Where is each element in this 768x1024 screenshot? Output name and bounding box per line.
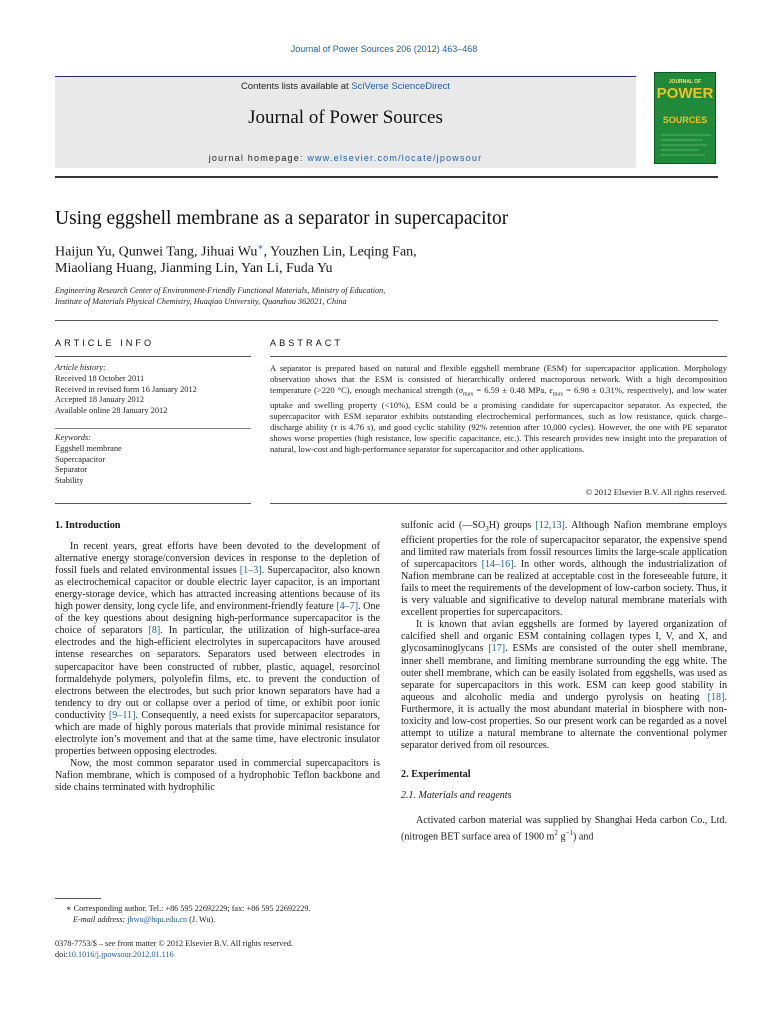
- divider: [270, 356, 727, 357]
- paragraph: [401, 619, 727, 752]
- cover-text: POWER: [656, 85, 714, 102]
- footnote: [55, 904, 385, 925]
- keywords-label: Keywords:: [55, 433, 91, 442]
- abstract-part: = 6.98 ± 0.31%, respectively), and low water uptake and swelling property (<10%), ESM could be a promising candidate for supercapacitor separator. As expected, the supercapacitor with ESM separator exhibits outstanding electrochemical performances, such as low resistance, quick charge–discharge ability (τ is 4.76 s), and good cyclic stability (92% retention after 10,000 cycles). However, the one with PE separator shows worse properties (high resistance, low specific capacitance, etc.). This research provides new insight into the preparation of natural, low-cost and high-performance separator for supercapacitor and other applications.: [270, 384, 727, 455]
- keywords: [55, 433, 122, 487]
- doi-label: doi:: [55, 950, 68, 959]
- article-title: Using eggshell membrane as a separator in supercapacitor: [55, 208, 509, 229]
- abstract-text: [270, 363, 727, 455]
- text-run: . In particular, the utilization of high-surface-area electrodes and the high-efficient electrolytes in supercapacitors have aroused intense researches on separators. Separators used between electrodes in supercapacitor have been constructed of rubber, plastic, aquagel, resorcinol formaldehyde polymers, polyolefin films, etc. to prevent the conduction of electrons between the electrodes, but such prior known separators have had a tendency to dry out or collapse over a period of time, or exhibit poor ionic conductivity: [55, 625, 380, 721]
- divider: [55, 320, 718, 321]
- text-run: Activated carbon material was supplied by Shanghai Heda carbon Co., Ltd. (nitrogen BET surface area of 1900 m: [401, 815, 727, 843]
- cover-text: SOURCES: [662, 115, 708, 125]
- history-item: Received in revised form 16 January 2012: [55, 384, 197, 394]
- author-names: Haijun Yu, Qunwei Tang, Jihuai Wu: [55, 244, 258, 260]
- journal-title: Journal of Power Sources: [248, 107, 443, 128]
- copyright: © 2012 Elsevier B.V. All rights reserved.: [585, 487, 727, 497]
- section-heading: 2. Experimental: [401, 768, 471, 780]
- symbol: ε: [549, 384, 553, 395]
- superscript: 2: [554, 829, 558, 838]
- divider: [55, 356, 251, 357]
- text-run: . One of the key questions about designing high-performance supercapacitor is the choice of separators: [55, 601, 380, 637]
- corresponding-note: [55, 904, 385, 915]
- text-run: . Supercapacitor, also known as electrochemical capacitor or double electric layer capacitor, is an important energy-storage device, which has attracted increasing attentions because of its high power density, long cycle life, and environment-friendly feature: [55, 565, 380, 613]
- history-item: Available online 28 January 2012: [55, 406, 168, 416]
- journal-cover-image[interactable]: [654, 72, 716, 164]
- doi-link[interactable]: 10.1016/j.jpowsour.2012.01.116: [67, 950, 174, 959]
- text-run: . In other words, although the industrialization of Nafion membrane can be realized at acceptable cost in the foreseeable future, it fails to meet the requirements of the development of low-carbon society. Thus, it is very valuable and significative to develop natural membrane materials with excellent properties for supercapacitors.: [401, 559, 727, 619]
- email-suffix: (J. Wu).: [187, 914, 216, 924]
- superscript: −1: [565, 829, 573, 838]
- citation-link[interactable]: [9–11]: [108, 709, 136, 721]
- subsection-heading: 2.1. Materials and reagents: [401, 789, 512, 801]
- affiliation-line: Engineering Research Center of Environment-Friendly Functional Materials, Ministry of Education,: [55, 286, 386, 295]
- homepage-line: [55, 153, 636, 163]
- contents-prefix: Contents lists available at: [240, 81, 352, 92]
- doi-line: [55, 949, 293, 960]
- text-run: sulfonic acid (—SO: [401, 520, 486, 531]
- header-divider: [55, 176, 718, 178]
- citation-link[interactable]: [1–3]: [239, 565, 262, 577]
- citation-link[interactable]: [18]: [707, 691, 725, 703]
- text-run: It is known that avian eggshells are formed by layered organization of calcified shell and organic ESM containing collagen types I, V, and X, and glycosaminoglycans: [401, 619, 727, 655]
- footnote-mark: ∗: [66, 904, 72, 913]
- journal-header: [55, 76, 636, 168]
- citation-link[interactable]: [14–16]: [481, 559, 514, 571]
- authors: Miaoliang Huang, Jianming Lin, Yan Li, Fuda Yu: [55, 261, 333, 276]
- authors: [55, 242, 417, 261]
- issn-line: 0378-7753/$ – see front matter © 2012 Elsevier B.V. All rights reserved.: [55, 939, 294, 948]
- email-note: [55, 915, 385, 926]
- homepage-prefix: journal homepage:: [208, 153, 308, 163]
- divider: [55, 428, 251, 429]
- contents-line: [55, 81, 636, 92]
- keyword: Separator: [55, 465, 88, 475]
- homepage-link[interactable]: www.elsevier.com/locate/jpowsour: [307, 153, 483, 163]
- sciencedirect-link[interactable]: SciVerse ScienceDirect: [351, 81, 451, 92]
- keyword: Eggshell membrane: [55, 443, 122, 453]
- corresponding-author-mark[interactable]: ∗: [257, 242, 264, 252]
- keyword: Supercapacitor: [55, 454, 106, 464]
- body-column-left: [55, 520, 380, 794]
- subscript: 3: [485, 525, 489, 534]
- history-item: Received 18 October 2011: [55, 373, 145, 383]
- text-run: . Consequently, a need exists for supercapacitor separators, which are made of highly porous materials that provide minimal resistance for electrolyte ion’s movement and that at the same time, have electronic insulator properties between opposing electrodes.: [55, 709, 381, 757]
- paragraph: [55, 541, 380, 758]
- email-label: E-mail address:: [73, 914, 126, 924]
- divider: [270, 503, 727, 504]
- text-run: ) and: [572, 831, 594, 843]
- history-item: Accepted 18 January 2012: [55, 395, 145, 405]
- article-history: [55, 363, 197, 417]
- symbol: σ: [458, 384, 464, 395]
- abstract-heading: ABSTRACT: [270, 338, 344, 348]
- history-label: Article history:: [55, 363, 106, 372]
- email-link[interactable]: jhwu@hqu.edu.cn: [127, 914, 188, 924]
- cover-text: JOURNAL OF: [668, 79, 702, 85]
- paragraph: Now, the most common separator used in commercial supercapacitors is Nafion membrane, which is composed of a hydrophobic Teflon backbone and side chains terminated with hydrophilic: [55, 757, 380, 793]
- subscript: max: [463, 391, 474, 398]
- affiliation: [55, 285, 385, 307]
- text-run: . Furthermore, it is actually the most abundant material in biosphere with non-toxicity and low-cost properties. So our present work can be regarded as a novel attempt to utilize a natural membrane to alternate the conventional polymer separator derived from oil resources.: [401, 691, 727, 751]
- text-run: In recent years, great efforts have been devoted to the development of alternative energy storage/conversion devices in response to the depletion of fossil fuels and related environmental issues: [55, 541, 380, 577]
- front-matter: [55, 938, 293, 960]
- divider: [55, 503, 251, 504]
- text-run: . Although Nafion membrane employs efficient properties for the role of supercapacitor separator, the expensive spend and limited raw materials from fossil resources limits the large-scale application of supercapacitors: [401, 520, 727, 571]
- contact-info: Corresponding author. Tel.: +86 595 22692229; fax: +86 595 22692229.: [71, 904, 311, 913]
- subscript: max: [552, 391, 564, 398]
- keyword: Stability: [55, 476, 84, 486]
- citation-link[interactable]: [4–7]: [336, 601, 359, 613]
- abstract-part: A separator is prepared based on natural and flexible eggshell membrane (ESM) for supercapacitor application. Morphology observation shows that the ESM is consisted of hierarchically ordered macroporous network. With a high decomposition temperature (>220 °C), enough mechanical strength (: [270, 363, 727, 395]
- journal-citation[interactable]: Journal of Power Sources 206 (2012) 463–468: [290, 44, 478, 54]
- author-names: , Youzhen Lin, Leqing Fan,: [263, 244, 417, 260]
- section-heading: 1. Introduction: [55, 520, 121, 531]
- citation-link[interactable]: [8]: [148, 625, 161, 637]
- text-run: H) groups: [488, 520, 536, 531]
- citation-link[interactable]: [17]: [488, 643, 506, 655]
- text-run: g: [557, 831, 566, 843]
- article-info-heading: ARTICLE INFO: [55, 338, 155, 348]
- affiliation-line: Institute of Materials Physical Chemistry, Huaqiao University, Quanzhou 362021, China: [55, 297, 347, 306]
- paragraph: [401, 815, 727, 843]
- abstract-part: = 6.59 ± 0.48 MPa,: [473, 384, 550, 395]
- body-column-right: [401, 520, 727, 843]
- citation-link[interactable]: [12,13]: [535, 520, 565, 531]
- cover-decoration-icon: [661, 131, 711, 159]
- paragraph: [401, 520, 727, 619]
- footnote-divider: [55, 898, 101, 899]
- text-run: . ESMs are consisted of the outer shell membrane, inner shell membrane, and limiting membrane surrounding the egg white. The outer shell membrane, which can be easily isolated from eggshells, was used as separate for supercapacitors in this work. ESM can keep good stability in aqueous and alcoholic media and undergo pyrolysis on heating: [401, 643, 727, 703]
